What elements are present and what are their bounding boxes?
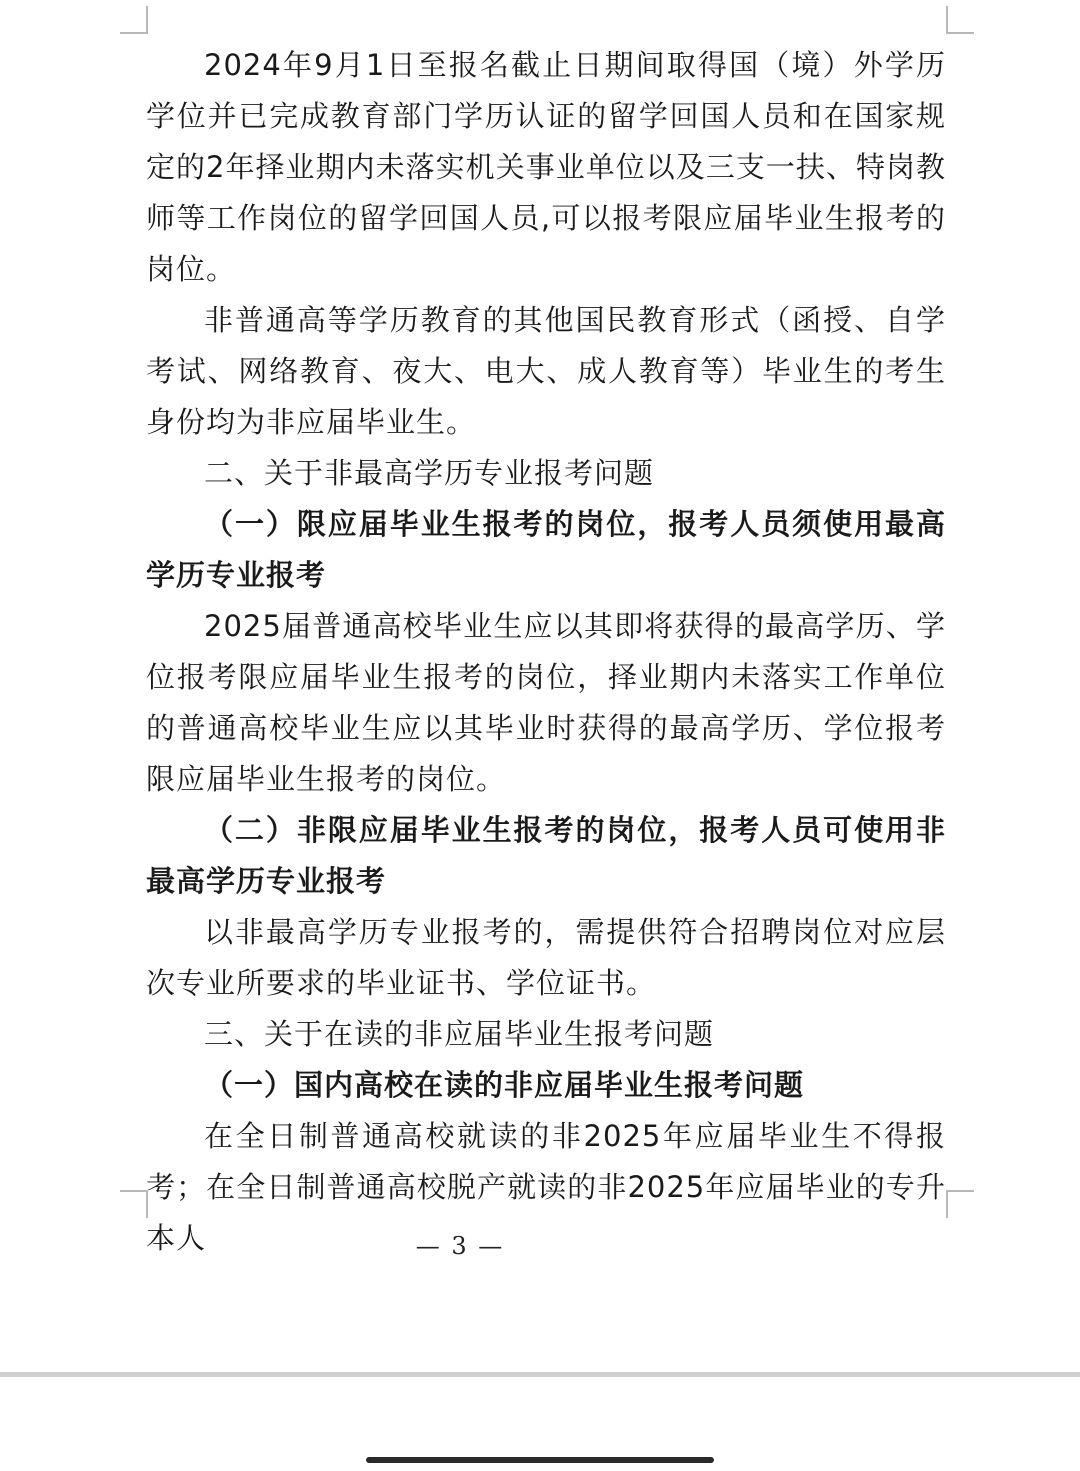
subheading-2-2: （二）非限应届毕业生报考的岗位，报考人员可使用非最高学历专业报考 bbox=[146, 813, 946, 898]
paragraph-current-students: 在全日制普通高校就读的非2025年应届毕业生不得报考；在全日制普通高校脱产就读的非2025年应届毕业的专升本人 bbox=[146, 1119, 946, 1255]
crop-mark-bottom-left bbox=[120, 1190, 148, 1218]
paragraph-overseas-graduates: 2024年9月1日至报名截止日期间取得国（境）外学历学位并已完成教育部门学历认证的留学回国人员和在国家规定的2年择业期内未落实机关事业单位以及三支一扶、特岗教师等工作岗位的留学回国人员,可以报考限应届毕业生报考的岗位。 bbox=[146, 48, 946, 286]
document-body bbox=[146, 40, 946, 1264]
crop-mark-top-left bbox=[120, 6, 148, 34]
section-heading-3: 三、关于在读的非应届毕业生报考问题 bbox=[204, 1017, 715, 1051]
subheading-2-1: （一）限应届毕业生报考的岗位，报考人员须使用最高学历专业报考 bbox=[146, 507, 946, 592]
subheading-3-1: （一）国内高校在读的非应届毕业生报考问题 bbox=[204, 1068, 805, 1102]
paragraph-non-regular-education: 非普通高等学历教育的其他国民教育形式（函授、自学考试、网络教育、夜大、电大、成人教育等）毕业生的考生身份均为非应届毕业生。 bbox=[146, 303, 946, 439]
paragraph-2025-graduates: 2025届普通高校毕业生应以其即将获得的最高学历、学位报考限应届毕业生报考的岗位，择业期内未落实工作单位的普通高校毕业生应以其毕业时获得的最高学历、学位报考限应届毕业生报考的岗位。 bbox=[146, 609, 946, 796]
paragraph-non-highest-degree: 以非最高学历专业报考的，需提供符合招聘岗位对应层次专业所要求的毕业证书、学位证书。 bbox=[146, 915, 946, 1000]
home-indicator[interactable] bbox=[366, 1457, 714, 1463]
section-heading-2: 二、关于非最高学历专业报考问题 bbox=[204, 456, 655, 490]
crop-mark-bottom-right bbox=[946, 1190, 974, 1218]
page-number: — 3 — bbox=[415, 1232, 505, 1260]
crop-mark-top-right bbox=[946, 6, 974, 34]
